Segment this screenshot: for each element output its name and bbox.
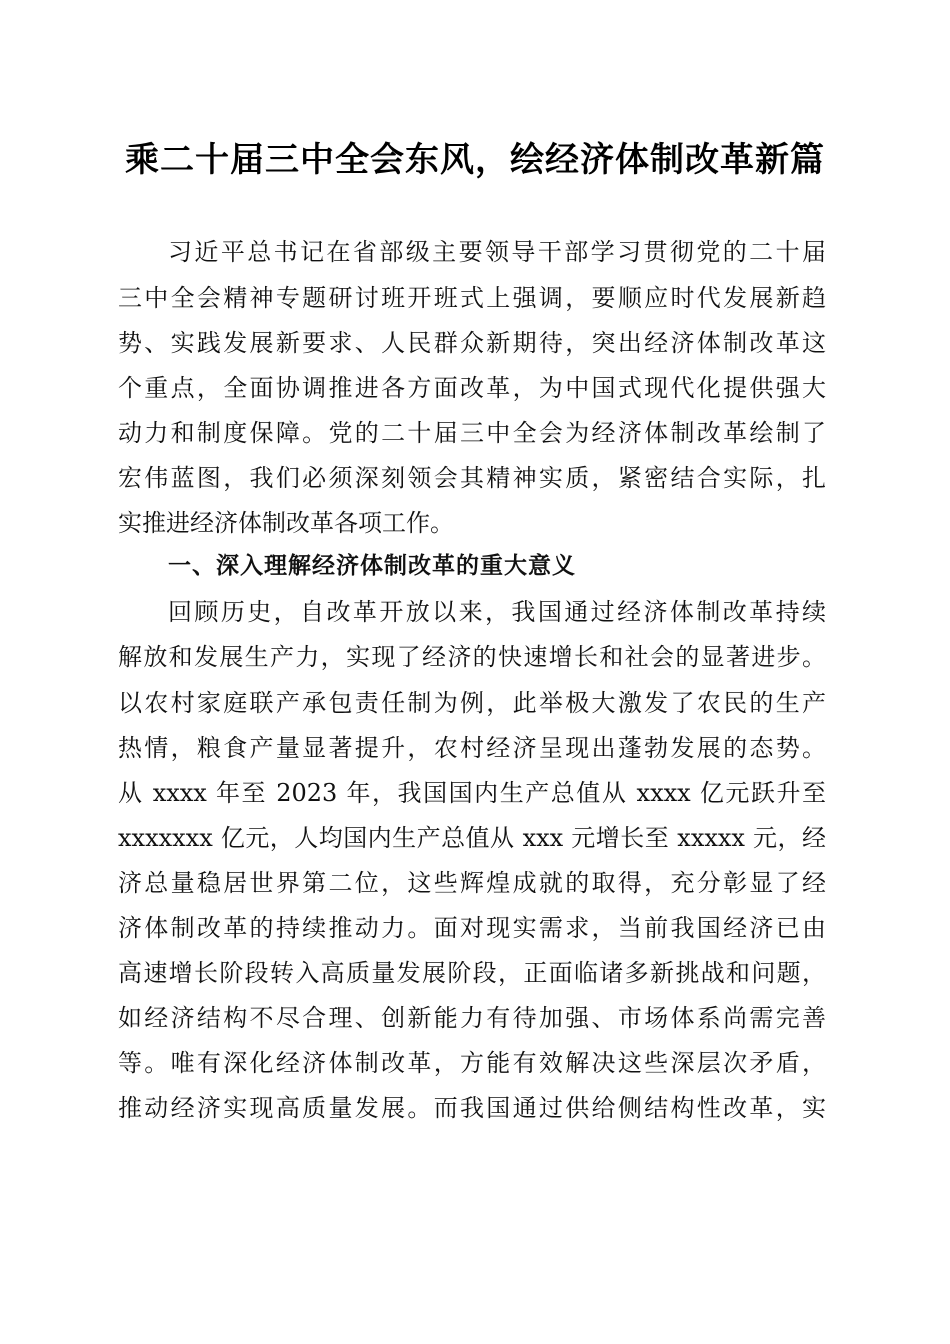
- paragraph-line: 动力和制度保障。党的二十届三中全会为经济体制改革绘制了: [118, 419, 826, 447]
- paragraph-line: 如经济结构不尽合理、创新能力有待加强、市场体系尚需完善: [118, 1004, 826, 1032]
- paragraph-line: 宏伟蓝图，我们必须深刻领会其精神实质，紧密结合实际，扎: [118, 464, 826, 492]
- paragraph-line: 热情，粮食产量显著提升，农村经济呈现出蓬勃发展的态势。: [118, 734, 826, 762]
- paragraph-line: 个重点，全面协调推进各方面改革，为中国式现代化提供强大: [118, 374, 826, 402]
- paragraph-line: 势、实践发展新要求、人民群众新期待，突出经济体制改革这: [118, 329, 826, 357]
- paragraph-line: 习近平总书记在省部级主要领导干部学习贯彻党的二十届: [168, 238, 826, 266]
- paragraph-line: 从 xxxx 年至 2023 年，我国国内生产总值从 xxxx 亿元跃升至: [118, 779, 826, 807]
- document-title: 乘二十届三中全会东风，绘经济体制改革新篇: [125, 140, 825, 180]
- section-heading: 一、深入理解经济体制改革的重大意义: [168, 553, 576, 579]
- paragraph-line: 推动经济实现高质量发展。而我国通过供给侧结构性改革，实: [118, 1094, 826, 1122]
- paragraph-line: xxxxxxx 亿元，人均国内生产总值从 xxx 元增长至 xxxxx 元，经: [118, 824, 826, 852]
- paragraph-line: 以农村家庭联产承包责任制为例，此举极大激发了农民的生产: [118, 689, 826, 717]
- paragraph-line: 实推进经济体制改革各项工作。: [118, 509, 454, 537]
- paragraph-line: 回顾历史，自改革开放以来，我国通过经济体制改革持续: [168, 598, 826, 626]
- paragraph-line: 解放和发展生产力，实现了经济的快速增长和社会的显著进步。: [118, 643, 826, 671]
- paragraph-line: 三中全会精神专题研讨班开班式上强调，要顺应时代发展新趋: [118, 284, 826, 312]
- paragraph-line: 济总量稳居世界第二位，这些辉煌成就的取得，充分彰显了经: [118, 869, 826, 897]
- paragraph-line: 济体制改革的持续推动力。面对现实需求，当前我国经济已由: [118, 914, 826, 942]
- paragraph-line: 等。唯有深化经济体制改革，方能有效解决这些深层次矛盾，: [118, 1049, 826, 1077]
- paragraph-line: 高速增长阶段转入高质量发展阶段，正面临诸多新挑战和问题，: [118, 959, 826, 987]
